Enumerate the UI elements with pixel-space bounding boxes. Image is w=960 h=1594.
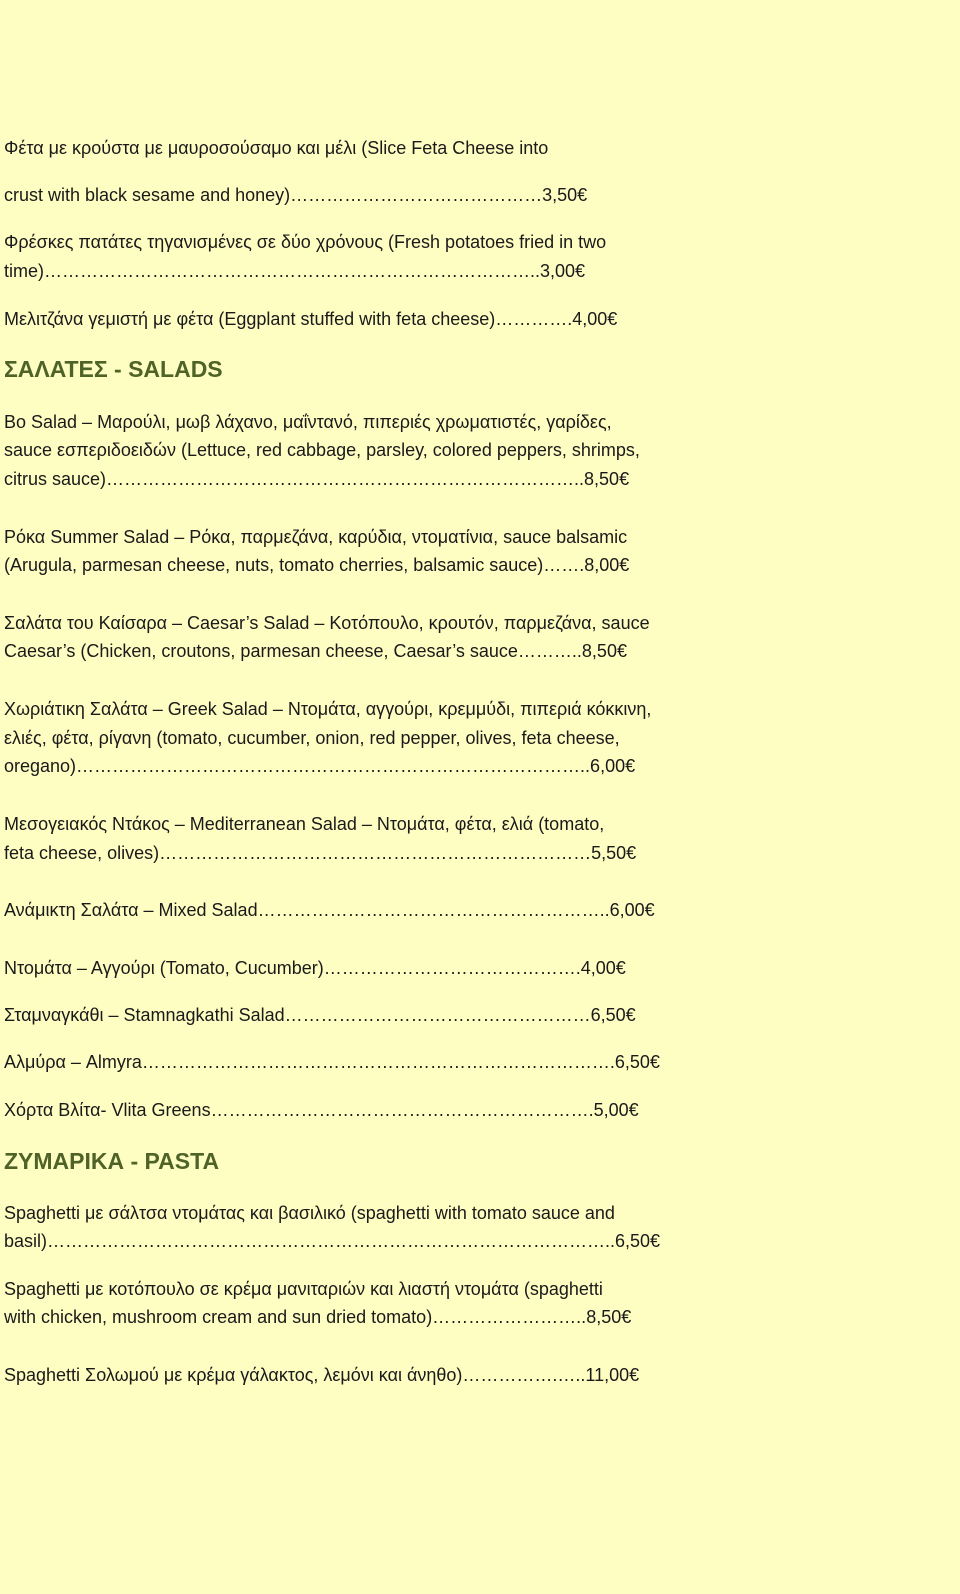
menu-line: Spaghetti Σολωμού με κρέμα γάλακτος, λεμόνι και άνηθο)…………….…..11,00€ xyxy=(4,1365,640,1385)
menu-line: time)………………………………………………………………………..3,00€ xyxy=(4,261,586,281)
menu-line: Caesar’s (Chicken, croutons, parmesan cheese, Caesar’s sauce………..8,50€ xyxy=(4,641,627,661)
menu-line: Φρέσκες πατάτες τηγανισμένες σε δύο χρόνους (Fresh potatoes fried in two xyxy=(4,232,607,252)
menu-line: Μελιτζάνα γεμιστή με φέτα (Eggplant stuffed with feta cheese)………….4,00€ xyxy=(4,309,618,329)
menu-line: Χωριάτικη Σαλάτα – Greek Salad – Ντομάτα, αγγούρι, κρεμμύδι, πιπεριά κόκκινη, xyxy=(4,699,652,719)
menu-line: Χόρτα Βλίτα- Vlita Greens……………………………………………………….5,00€ xyxy=(4,1100,639,1120)
menu-line: Φέτα με κρούστα με μαυροσούσαμο και μέλι (Slice Feta Cheese into xyxy=(4,138,549,158)
menu-line: sauce εσπεριδοειδών (Lettuce, red cabbage, parsley, colored peppers, shrimps, xyxy=(4,440,640,460)
menu-line: basil)…………………………………………………………………………………..6,50€ xyxy=(4,1231,661,1251)
menu-line: Αλμύρα – Almyra…………………………………………………………………….6,50€ xyxy=(4,1052,660,1072)
section-heading-pasta: ΖΥΜΑΡΙΚΑ - PASTA xyxy=(4,1148,220,1174)
section-heading-salads: ΣΑΛΑΤΕΣ - SALADS xyxy=(4,356,223,382)
menu-line: feta cheese, olives)………………………………………………………………5,50€ xyxy=(4,843,637,863)
menu-line: with chicken, mushroom cream and sun dried tomato)……………………..8,50€ xyxy=(4,1307,632,1327)
menu-line: Σταμναγκάθι – Stamnagkathi Salad……………………………………………6,50€ xyxy=(4,1005,636,1025)
menu-line: citrus sauce)……………………………………………………………………..8,50€ xyxy=(4,469,630,489)
menu-line: ελιές, φέτα, ρίγανη (tomato, cucumber, onion, red pepper, olives, feta cheese, xyxy=(4,728,620,748)
menu-line: crust with black sesame and honey)……………………………………3,50€ xyxy=(4,185,588,205)
menu-line: Σαλάτα του Καίσαρα – Caesar’s Salad – Κοτόπουλο, κρουτόν, παρμεζάνα, sauce xyxy=(4,613,650,633)
menu-line: (Arugula, parmesan cheese, nuts, tomato cherries, balsamic sauce)…….8,00€ xyxy=(4,555,630,575)
menu-line: oregano)…………………………………………………………………………..6,00€ xyxy=(4,756,636,776)
menu-line: Ρόκα Summer Salad – Ρόκα, παρμεζάνα, καρύδια, ντοματίνια, sauce balsamic xyxy=(4,527,628,547)
menu-line: Μεσογειακός Ντάκος – Mediterranean Salad – Ντομάτα, φέτα, ελιά (tomato, xyxy=(4,814,605,834)
menu-line: Ανάμικτη Σαλάτα – Mixed Salad…………………………………………………..6,00€ xyxy=(4,900,655,920)
menu-line: Spaghetti με κοτόπουλο σε κρέμα μανιταριών και λιαστή ντομάτα (spaghetti xyxy=(4,1279,603,1299)
menu-line: Spaghetti με σάλτσα ντομάτας και βασιλικό (spaghetti with tomato sauce and xyxy=(4,1203,615,1223)
menu-line: Ντομάτα – Αγγούρι (Tomato, Cucumber)…………………………………….4,00€ xyxy=(4,958,626,978)
menu-line: Bo Salad – Μαρούλι, μωβ λάχανο, μαΐντανό, πιπεριές χρωματιστές, γαρίδες, xyxy=(4,412,612,432)
